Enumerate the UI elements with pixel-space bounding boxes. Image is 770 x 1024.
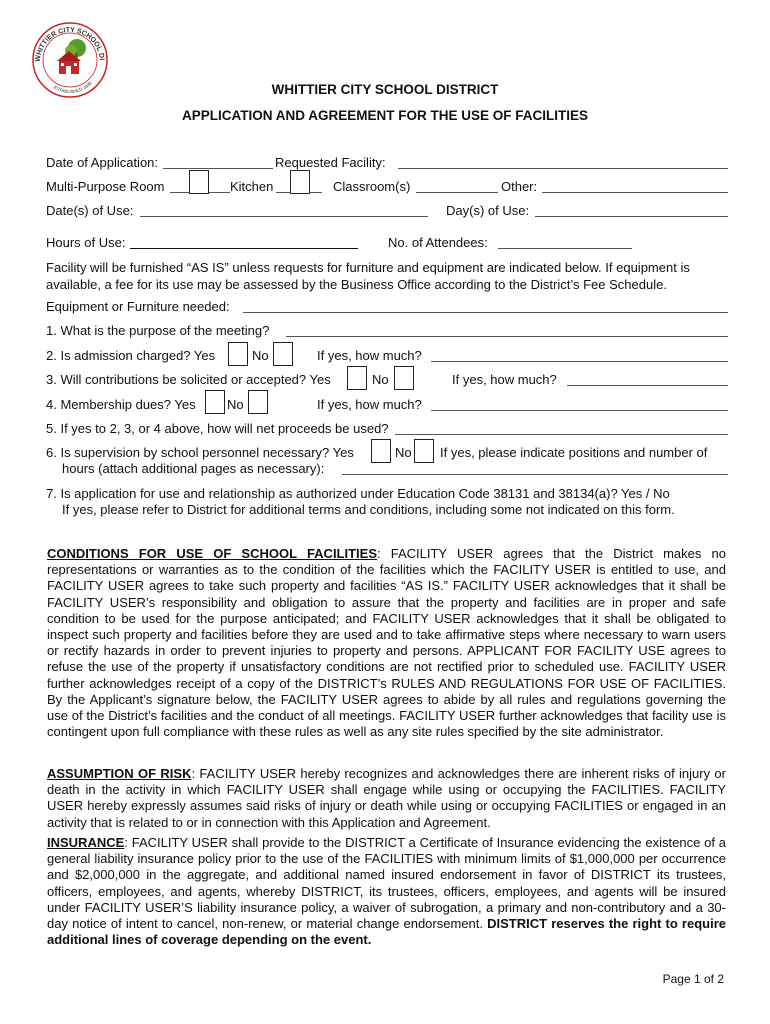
- question-2-no-label: No: [252, 348, 269, 363]
- district-heading: WHITTIER CITY SCHOOL DISTRICT: [271, 82, 499, 97]
- attendees-field[interactable]: [498, 248, 632, 249]
- question-3-no-label: No: [372, 372, 389, 387]
- question-2-field[interactable]: [431, 361, 728, 362]
- hours-of-use-label: Hours of Use:: [46, 235, 126, 250]
- question-4-no-label: No: [227, 397, 244, 412]
- date-of-application-label: Date of Application:: [46, 155, 159, 170]
- dates-of-use-label: Date(s) of Use:: [46, 203, 134, 218]
- question-5-field[interactable]: [395, 434, 728, 435]
- kitchen-label: Kitchen: [230, 179, 274, 194]
- days-of-use-field[interactable]: [535, 216, 728, 217]
- question-6-yes-checkbox[interactable]: [371, 439, 391, 463]
- question-4-yes-checkbox[interactable]: [205, 390, 225, 414]
- question-5: 5. If yes to 2, 3, or 4 above, how will net proceeds be used?: [46, 421, 389, 436]
- multi-purpose-room-checkbox[interactable]: [189, 170, 209, 194]
- logo-established-text: ESTABLISHED 1898: [52, 80, 93, 95]
- multi-purpose-room-label: Multi-Purpose Room: [46, 179, 165, 194]
- question-4-field[interactable]: [431, 410, 728, 411]
- question-6-no-checkbox[interactable]: [414, 439, 434, 463]
- classrooms-field[interactable]: [416, 192, 498, 193]
- risk-text: : FACILITY USER hereby recognizes and acknowledges there are inherent risks of injury or death in the activity in which FACILITY USER shall engage while using or occupying the FACILITIES. FACILITY USER hereby expressly assumes said risks of injury or death while using or occupying FACILITIES or engaged in an activity that is related to or in connection with this Application and Agreement.: [47, 766, 726, 830]
- question-4-no-checkbox[interactable]: [248, 390, 268, 414]
- question-1: 1. What is the purpose of the meeting?: [46, 323, 270, 338]
- classrooms-label: Classroom(s): [333, 179, 411, 194]
- furnished-note: Facility will be furnished “AS IS” unless requests for furniture and equipment are indicated below. If equipment is available, a fee for its use may be assessed by the Business Office according to the District’s Fee Schedule.: [46, 260, 690, 292]
- equipment-field[interactable]: [243, 312, 728, 313]
- question-2-yes-checkbox[interactable]: [228, 342, 248, 366]
- form-title: APPLICATION AND AGREEMENT FOR THE USE OF FACILITIES: [181, 108, 588, 123]
- hours-of-use-field[interactable]: [130, 248, 358, 249]
- conditions-text: : FACILITY USER agrees that the District makes no representations or warranties as to the condition of the facilities which the FACILITY USER is entitled to use, and FACILITY USER agrees to take such property and facilities “AS IS.” FACILITY USER acknowledges that it shall be FACILITY USER’s responsibility and obligation to assure that the property and facilities are in proper and safe condition to be used for the purpose anticipated; and FACILITY USER acknowledges that it shall be obligated to inspect such property and facilities before they are used and to take affirmative steps where necessary to warn users or rectify hazards in order to prevent injuries to property and persons. APPLICANT FOR FACILITY USE agrees to refuse the use of the property if unsatisfactory conditions are not rectified prior to scheduled use. FACILITY USER further acknowledges receipt of a copy of the DISTRICT’s RULES AND REGULATIONS FOR USE OF FACILITIES. By the Applicant’s signature below, the FACILITY USER agrees to abide by all rules and regulations governing the use of the District’s facilities and the conduct of all meetings. FACILITY USER further acknowledges that facility use is contingent upon full compliance with these rules as well as any site rules specified by the site administrator.: [47, 546, 726, 740]
- logo-arc-text: WHITTIER CITY SCHOOL DI: [34, 26, 105, 63]
- insurance-text: : FACILITY USER shall provide to the DISTRICT a Certificate of Insurance evidencing the existence of a general liability insurance policy prior to the use of the FACILITIES with minimum limits of $1,000,000 per occurrence and $2,000,000 in the aggregate, and additional named insured endorsement in favor of DISTRICT its trustees, officers, employees, and agents, whereby DISTRICT, its trustees, officers, employees, and agents will be insured under FACILITY USER’S liability insurance policy, a waiver of subrogation, a primary and non-contributory and a 30-day notice of intent to cancel, non-renew, or material change endorsement.: [47, 835, 726, 932]
- risk-heading: ASSUMPTION OF RISK: [47, 766, 192, 781]
- question-3-yes-checkbox[interactable]: [347, 366, 367, 390]
- requested-facility-field[interactable]: [398, 168, 728, 169]
- question-3: 3. Will contributions be solicited or accepted? Yes: [46, 372, 331, 387]
- days-of-use-label: Day(s) of Use:: [446, 203, 530, 218]
- insurance-paragraph: [47, 835, 726, 948]
- requested-facility-label: Requested Facility:: [275, 155, 386, 170]
- question-6-line-2: hours (attach additional pages as necessary):: [62, 461, 325, 476]
- question-1-field[interactable]: [286, 336, 728, 337]
- equipment-label: Equipment or Furniture needed:: [46, 299, 230, 314]
- question-6-no-label: No: [395, 445, 412, 460]
- date-of-application-field[interactable]: [163, 168, 273, 169]
- question-7: 7. Is application for use and relationship as authorized under Education Code 38131 and 38134(a)? Yes / No: [46, 486, 670, 501]
- question-4: 4. Membership dues? Yes: [46, 397, 196, 412]
- question-3-no-checkbox[interactable]: [394, 366, 414, 390]
- question-2: 2. Is admission charged? Yes: [46, 348, 216, 363]
- insurance-heading: INSURANCE: [47, 835, 125, 850]
- question-3-field[interactable]: [567, 385, 728, 386]
- question-4-how-much: If yes, how much?: [317, 397, 422, 412]
- other-field[interactable]: [542, 192, 728, 193]
- risk-paragraph: [47, 766, 726, 831]
- question-3-how-much: If yes, how much?: [452, 372, 557, 387]
- question-6-field[interactable]: [342, 474, 728, 475]
- insurance-bold-tail: DISTRICT reserves the right to require additional lines of coverage depending on the event.: [47, 916, 726, 948]
- question-6: 6. Is supervision by school personnel necessary? Yes: [46, 445, 354, 460]
- conditions-paragraph: [47, 546, 726, 740]
- dates-of-use-field[interactable]: [140, 216, 428, 217]
- attendees-label: No. of Attendees:: [388, 235, 488, 250]
- question-6-tail: If yes, please indicate positions and number of: [440, 445, 708, 460]
- conditions-heading: CONDITIONS FOR USE OF SCHOOL FACILITIES: [47, 546, 377, 561]
- other-label: Other:: [501, 179, 538, 194]
- question-2-no-checkbox[interactable]: [273, 342, 293, 366]
- kitchen-checkbox[interactable]: [290, 170, 310, 194]
- question-2-how-much: If yes, how much?: [317, 348, 422, 363]
- question-7-line-2: If yes, please refer to District for additional terms and conditions, including some not indicated on this form.: [62, 502, 675, 517]
- page-number: Page 1 of 2: [662, 972, 724, 986]
